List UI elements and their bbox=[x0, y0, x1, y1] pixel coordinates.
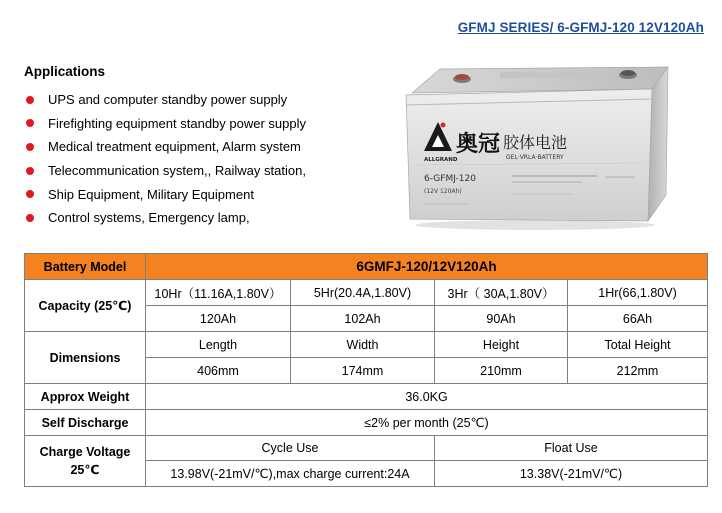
capacity-rate-cell: 5Hr(20.4A,1.80V) bbox=[291, 280, 435, 306]
bullet-icon bbox=[26, 190, 34, 198]
capacity-rate-row bbox=[25, 280, 708, 306]
bullet-icon bbox=[26, 167, 34, 175]
cycle-use-label: Cycle Use bbox=[146, 436, 435, 461]
dimension-header-cell: Total Height bbox=[568, 332, 708, 358]
specification-table bbox=[24, 253, 708, 487]
self-discharge-label: Self Discharge bbox=[25, 410, 146, 436]
dimension-header-cell: Length bbox=[146, 332, 291, 358]
dimension-header-cell: Height bbox=[435, 332, 568, 358]
bullet-icon bbox=[26, 214, 34, 222]
svg-text:6-GFMJ-120: 6-GFMJ-120 bbox=[424, 174, 476, 184]
capacity-value-cell: 66Ah bbox=[568, 306, 708, 332]
dimension-value-cell: 174mm bbox=[291, 358, 435, 384]
application-item bbox=[26, 112, 306, 136]
svg-text:胶体电池: 胶体电池 bbox=[503, 133, 568, 152]
cycle-use-value: 13.98V(-21mV/℃),max charge current:24A bbox=[146, 461, 435, 487]
weight-row bbox=[25, 384, 708, 410]
dimensions-label: Dimensions bbox=[25, 332, 146, 384]
battery-model-row bbox=[25, 254, 708, 280]
application-item bbox=[26, 159, 306, 183]
weight-value: 36.0KG bbox=[146, 384, 708, 410]
charge-voltage-label-line1: Charge Voltage bbox=[39, 445, 131, 459]
bullet-icon bbox=[26, 119, 34, 127]
capacity-value-cell: 90Ah bbox=[435, 306, 568, 332]
capacity-rate-cell: 10Hr（11.16A,1.80V） bbox=[146, 280, 291, 306]
capacity-value-cell: 120Ah bbox=[146, 306, 291, 332]
self-discharge-value: ≤2% per month (25℃) bbox=[146, 410, 708, 436]
float-use-value: 13.38V(-21mV/℃) bbox=[435, 461, 708, 487]
charge-voltage-label bbox=[25, 436, 146, 487]
bullet-icon bbox=[26, 96, 34, 104]
application-item-text: Control systems, Emergency lamp, bbox=[48, 210, 250, 226]
bullet-icon bbox=[26, 143, 34, 151]
capacity-rate-cell: 1Hr(66,1.80V) bbox=[568, 280, 708, 306]
dimension-header-row bbox=[25, 332, 708, 358]
capacity-value-cell: 102Ah bbox=[291, 306, 435, 332]
svg-text:奥冠: 奥冠 bbox=[456, 132, 501, 157]
application-item-text: UPS and computer standby power supply bbox=[48, 92, 288, 108]
svg-text:ALLGRAND: ALLGRAND bbox=[424, 157, 458, 163]
battery-product-image bbox=[400, 55, 670, 230]
application-item bbox=[26, 88, 306, 112]
applications-heading: Applications bbox=[24, 64, 106, 79]
dimension-value-cell: 212mm bbox=[568, 358, 708, 384]
application-item-text: Telecommunication system,, Railway station, bbox=[48, 163, 306, 179]
application-item bbox=[26, 135, 306, 159]
charge-mode-row bbox=[25, 436, 708, 461]
weight-label: Approx Weight bbox=[25, 384, 146, 410]
battery-model-value: 6GMFJ-120/12V120Ah bbox=[146, 254, 708, 280]
dimension-value-cell: 406mm bbox=[146, 358, 291, 384]
application-item-text: Medical treatment equipment, Alarm system bbox=[48, 139, 301, 155]
series-title: GFMJ SERIES/ 6-GFMJ-120 12V120Ah bbox=[457, 20, 704, 35]
dimension-header-cell: Width bbox=[291, 332, 435, 358]
battery-model-label: Battery Model bbox=[25, 254, 146, 280]
applications-list bbox=[26, 88, 306, 230]
capacity-rate-cell: 3Hr（ 30A,1.80V） bbox=[435, 280, 568, 306]
self-discharge-row bbox=[25, 410, 708, 436]
application-item bbox=[26, 182, 306, 206]
svg-text:(12V 120Ah): (12V 120Ah) bbox=[424, 188, 462, 195]
application-item-text: Firefighting equipment standby power supply bbox=[48, 115, 306, 131]
svg-text:GEL·VRLA·BATTERY: GEL·VRLA·BATTERY bbox=[506, 154, 564, 161]
application-item bbox=[26, 206, 306, 230]
dimension-value-cell: 210mm bbox=[435, 358, 568, 384]
capacity-label: Capacity (25℃) bbox=[25, 280, 146, 332]
float-use-label: Float Use bbox=[435, 436, 708, 461]
charge-voltage-label-line2: 25℃ bbox=[70, 463, 100, 477]
application-item-text: Ship Equipment, Military Equipment bbox=[48, 186, 254, 202]
